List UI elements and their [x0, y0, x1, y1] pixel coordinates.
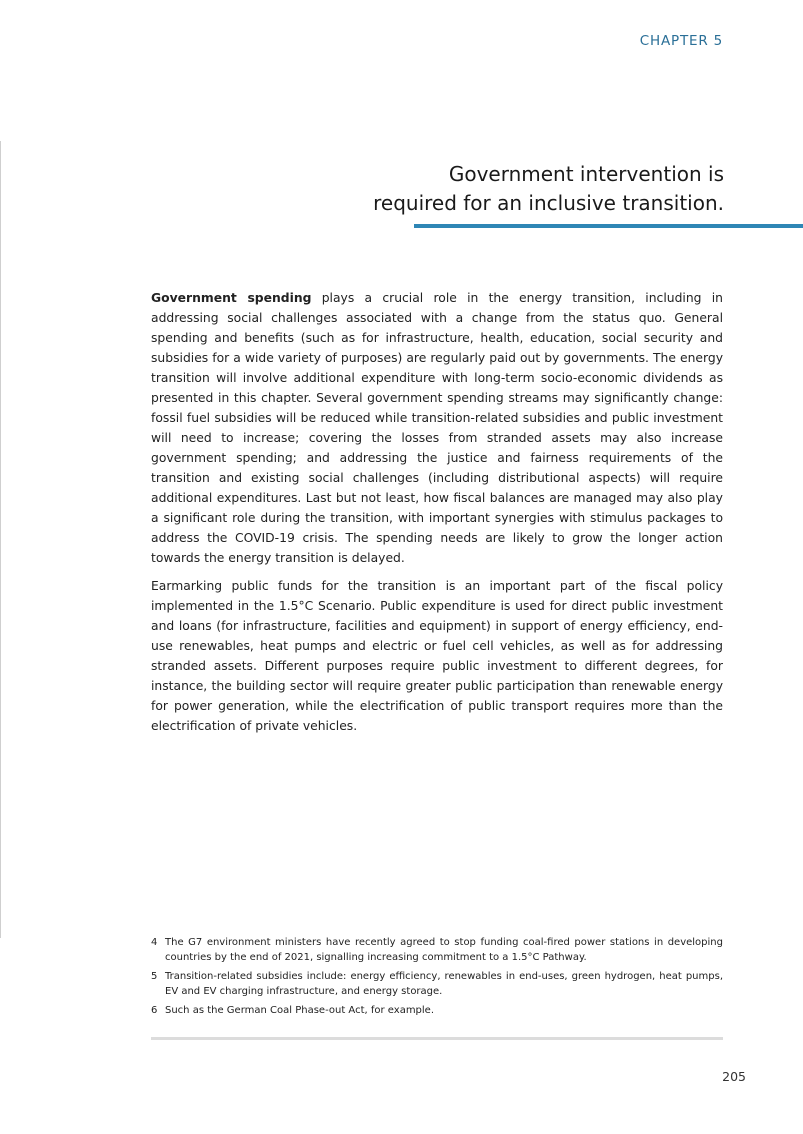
- body-text: [151, 288, 723, 744]
- footnote-text: Such as the German Coal Phase-out Act, for example.: [165, 1005, 435, 1016]
- footnote-number: 5: [151, 971, 158, 982]
- paragraph-1-lead: Government spending: [151, 291, 312, 305]
- footnote-5: [151, 969, 723, 999]
- chapter-label: CHAPTER 5: [639, 33, 723, 49]
- left-margin-rule: [0, 141, 1, 938]
- footnote-text: Transition-related subsidies include: energy efficiency, renewables in end-uses, green hydrogen, heat pumps, EV and EV charging infrastructure, and energy storage.: [165, 971, 723, 997]
- footnotes: [151, 935, 723, 1022]
- footnote-number: 4: [151, 937, 158, 948]
- footnote-6: [151, 1003, 723, 1018]
- headline-line-1: Government intervention is: [448, 162, 724, 186]
- footnote-number: 6: [151, 1005, 158, 1016]
- paragraph-1: [151, 288, 723, 568]
- paragraph-2: Earmarking public funds for the transition is an important part of the fiscal policy implemented in the 1.5°C Scenario. Public expenditure is used for direct public investment and loans (for infrastructure, facilities and equipment) in support of energy efficiency, end-use renewables, heat pumps and electric or fuel cell vehicles, as well as for addressing stranded assets. Different purposes require public investment to different degrees, for instance, the building sector will require greater public participation than renewable energy for power generation, while the electrification of public transport requires more than the electrification of private vehicles.: [151, 579, 723, 733]
- footnote-text: The G7 environment ministers have recently agreed to stop funding coal-fired power stations in developing countries by the end of 2021, signalling increasing commitment to a 1.5°C Pathway.: [165, 937, 723, 963]
- headline-line-2: required for an inclusive transition.: [373, 190, 724, 215]
- headline-underline: [414, 224, 803, 228]
- footer-rule: [151, 1037, 723, 1040]
- footnote-4: [151, 935, 723, 965]
- section-headline: [304, 160, 724, 217]
- page-number: 205: [722, 1069, 746, 1084]
- paragraph-1-text: plays a crucial role in the energy transition, including in addressing social challenges associated with a change from the status quo. General spending and benefits (such as for infrastructure, health, education, social security and subsidies for a wide variety of purposes) are regularly paid out by governments. The energy transition will involve additional expenditure with long-term socio-economic dividends as presented in this chapter. Several government spending streams may significantly change: fossil fuel subsidies will be reduced while transition-related subsidies and public investment will need to increase; covering the losses from stranded assets may also increase government spending; and addressing the justice and fairness requirements of the transition and existing social challenges (including distributional aspects) will require additional expenditures. Last but not least, how fiscal balances are managed may also play a significant role during the transition, with important synergies with stimulus packages to address the COVID-19 crisis. The spending needs are likely to grow the longer action towards the energy transition is delayed.: [151, 291, 723, 565]
